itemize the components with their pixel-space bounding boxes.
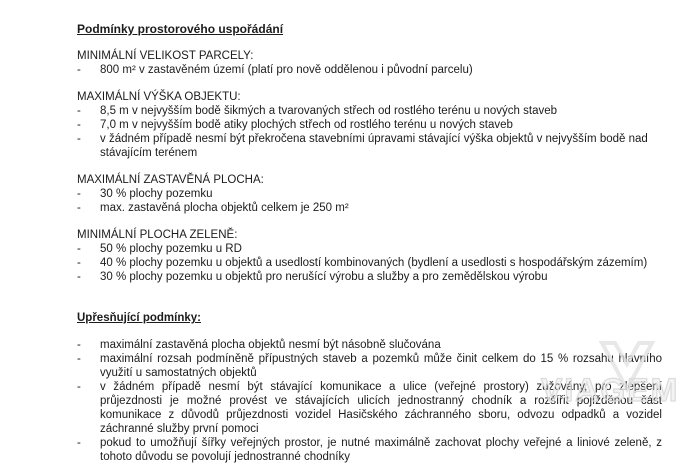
page-title: Podmínky prostorového uspořádání	[77, 22, 284, 36]
bullet-text: 40 % plochy pozemku u objektů a usedlostí kombinovaných (bydlení a usedlosti s hospodářským zázemím)	[100, 257, 648, 269]
section-heading: Upřesňující podmínky:	[77, 312, 201, 324]
bullet-dash: -	[77, 133, 81, 145]
bullet-text: v žádném případě nesmí být stávající komunikace a ulice (veřejné prostory) zužovány, pro zlepšení průjezdnosti je možné provést ve stávajících ulicích jednostranný chodník a rozšířit pojížděnou část komunikace z důvodů průjezdnosti vozidel Hasičského záchranného sboru, odvozu odpadků a vozidel záchranné služby první pomoci	[100, 381, 662, 435]
list-item	[77, 352, 662, 380]
bullet-dash: -	[77, 353, 81, 365]
bullet-text: 800 m² v zastavěném území (platí pro nově oddělenou i původní parcelu)	[100, 64, 473, 76]
bullet-dash: -	[77, 437, 81, 449]
list-item	[77, 242, 662, 256]
bullet-dash: -	[77, 64, 81, 76]
bullet-dash: -	[77, 271, 81, 283]
bullet-text: v žádném případě nesmí být překročena stavebními úpravami stávající výška objektů v nejvyšším bodě nad stávajícím terénem	[100, 133, 648, 159]
bullet-list	[77, 187, 662, 215]
list-item	[77, 270, 662, 284]
bullet-list	[77, 63, 662, 77]
section-min-green-area	[77, 228, 662, 284]
list-item	[77, 187, 662, 201]
list-item	[77, 201, 662, 215]
bullet-dash: -	[77, 243, 81, 255]
bullet-dash: -	[77, 381, 81, 393]
bullet-list	[77, 242, 662, 284]
section-max-built-up-area	[77, 173, 662, 215]
bullet-dash: -	[77, 257, 81, 269]
list-item	[77, 256, 662, 270]
bullet-text: 7,0 m v nejvyšším bodě atiky plochých střech od rostlého terénu u nových staveb	[100, 119, 513, 131]
section-heading: MAXIMÁLNÍ ZASTAVĚNÁ PLOCHA:	[77, 174, 264, 186]
bullet-text: max. zastavěná plocha objektů celkem je 250 m²	[100, 202, 349, 214]
section-max-building-height	[77, 90, 662, 160]
bullet-list	[77, 104, 662, 160]
list-item	[77, 104, 662, 118]
section-refining-conditions	[77, 311, 662, 464]
bullet-dash: -	[77, 105, 81, 117]
list-item	[77, 132, 662, 160]
list-item	[77, 118, 662, 132]
list-item	[77, 380, 662, 436]
bullet-text: maximální zastavěná plocha objektů nesmí být násobně slučována	[100, 339, 441, 351]
bullet-text: 30 % plochy pozemku	[100, 188, 213, 200]
section-heading: MINIMÁLNÍ PLOCHA ZELENĚ:	[77, 229, 238, 241]
bullet-dash: -	[77, 339, 81, 351]
bullet-dash: -	[77, 202, 81, 214]
bullet-dash: -	[77, 188, 81, 200]
bullet-text: 50 % plochy pozemku u RD	[100, 243, 242, 255]
section-heading: MAXIMÁLNÍ VÝŠKA OBJEKTU:	[77, 91, 241, 103]
bullet-text: maximální rozsah podmíněně přípustných staveb a pozemků může činit celkem do 15 % rozsahu hlavního využití u samostatných objektů	[100, 353, 662, 379]
section-heading: MINIMÁLNÍ VELIKOST PARCELY:	[77, 50, 254, 62]
bullet-dash: -	[77, 119, 81, 131]
bullet-text: 8,5 m v nejvyšším bodě šikmých a tvarovaných střech od rostlého terénu u nových staveb	[100, 105, 558, 117]
document-content	[77, 22, 662, 464]
bullet-list	[77, 338, 662, 464]
list-item	[77, 436, 662, 464]
bullet-text: 30 % plochy pozemku u objektů pro nerušící výrobu a služby a pro zemědělskou výrobu	[100, 271, 548, 283]
list-item	[77, 63, 662, 77]
section-minimal-parcel-size	[77, 49, 662, 77]
list-item	[77, 338, 662, 352]
watermark-text: VIAGEM	[541, 372, 680, 408]
bullet-text: pokud to umožňují šířky veřejných prostor, je nutné maximálně zachovat plochy veřejné a liniové zeleně, z tohoto důvodu se povolují jednostranné chodníky	[100, 437, 662, 463]
